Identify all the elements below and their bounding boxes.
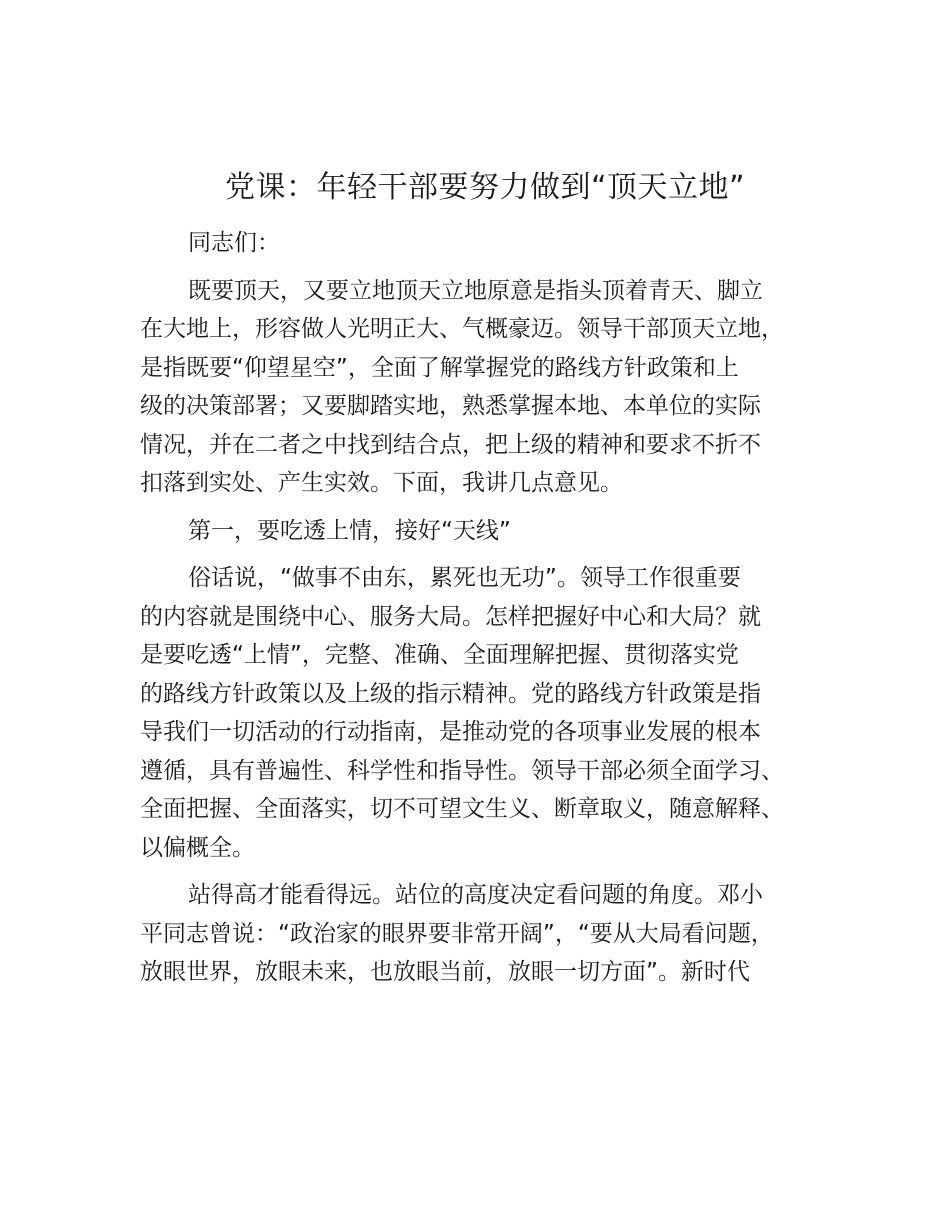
text-line: 的路线方针政策以及上级的指示精神。党的路线方针政策是指 [140, 680, 761, 707]
paragraph-intro [140, 272, 834, 503]
text-line: 同志们： [188, 230, 280, 256]
paragraph-section-1-b [140, 876, 834, 992]
text-line: 是指既要“仰望星空”，全面了解掌握党的路线方针政策和上 [140, 354, 739, 381]
text-line: 遵循，具有普遍性、科学性和指导性。领导干部必须全面学习、 [140, 757, 784, 784]
text-line: 全面把握、全面落实，切不可望文生义、断章取义，随意解释、 [140, 796, 784, 822]
document-body [140, 224, 834, 1001]
section-heading-1 [140, 512, 834, 551]
text-line: 导我们一切活动的行动指南，是推动党的各项事业发展的根本 [140, 719, 761, 745]
text-line: 是要吃透“上情”，完整、准确、全面理解把握、贯彻落实党 [140, 642, 739, 668]
text-line: 扣落到实处、产生实效。下面，我讲几点意见。 [140, 470, 623, 496]
paragraph-section-1-a [140, 559, 834, 867]
text-line: 第一，要吃透上情，接好“天线” [188, 517, 511, 544]
text-line: 情况，并在二者之中找到结合点，把上级的精神和要求不折不 [140, 431, 761, 458]
text-line: 在大地上，形容做人光明正大、气概豪迈。领导干部顶天立地， [140, 316, 784, 342]
text-line: 俗话说，“做事不由东，累死也无功”。领导工作很重要 [188, 565, 741, 591]
text-line: 以偏概全。 [140, 834, 255, 861]
text-line: 放眼世界，放眼未来，也放眼当前，放眼一切方面”。新时代 [140, 959, 750, 985]
text-line: 站得高才能看得远。站位的高度决定看问题的角度。邓小 [188, 882, 763, 908]
text-line: 级的决策部署；又要脚踏实地，熟悉掌握本地、本单位的实际 [140, 393, 761, 419]
document-title: 党课：年轻干部要努力做到“顶天立地” [224, 170, 746, 205]
text-line: 的内容就是围绕中心、服务大局。怎样把握好中心和大局？就 [140, 603, 761, 630]
text-line: 平同志曾说：“政治家的眼界要非常开阔”，“要从大局看问题， [140, 920, 774, 947]
paragraph-salutation [140, 224, 834, 263]
text-line: 既要顶天，又要立地顶天立地原意是指头顶着青天、脚立 [188, 277, 763, 304]
